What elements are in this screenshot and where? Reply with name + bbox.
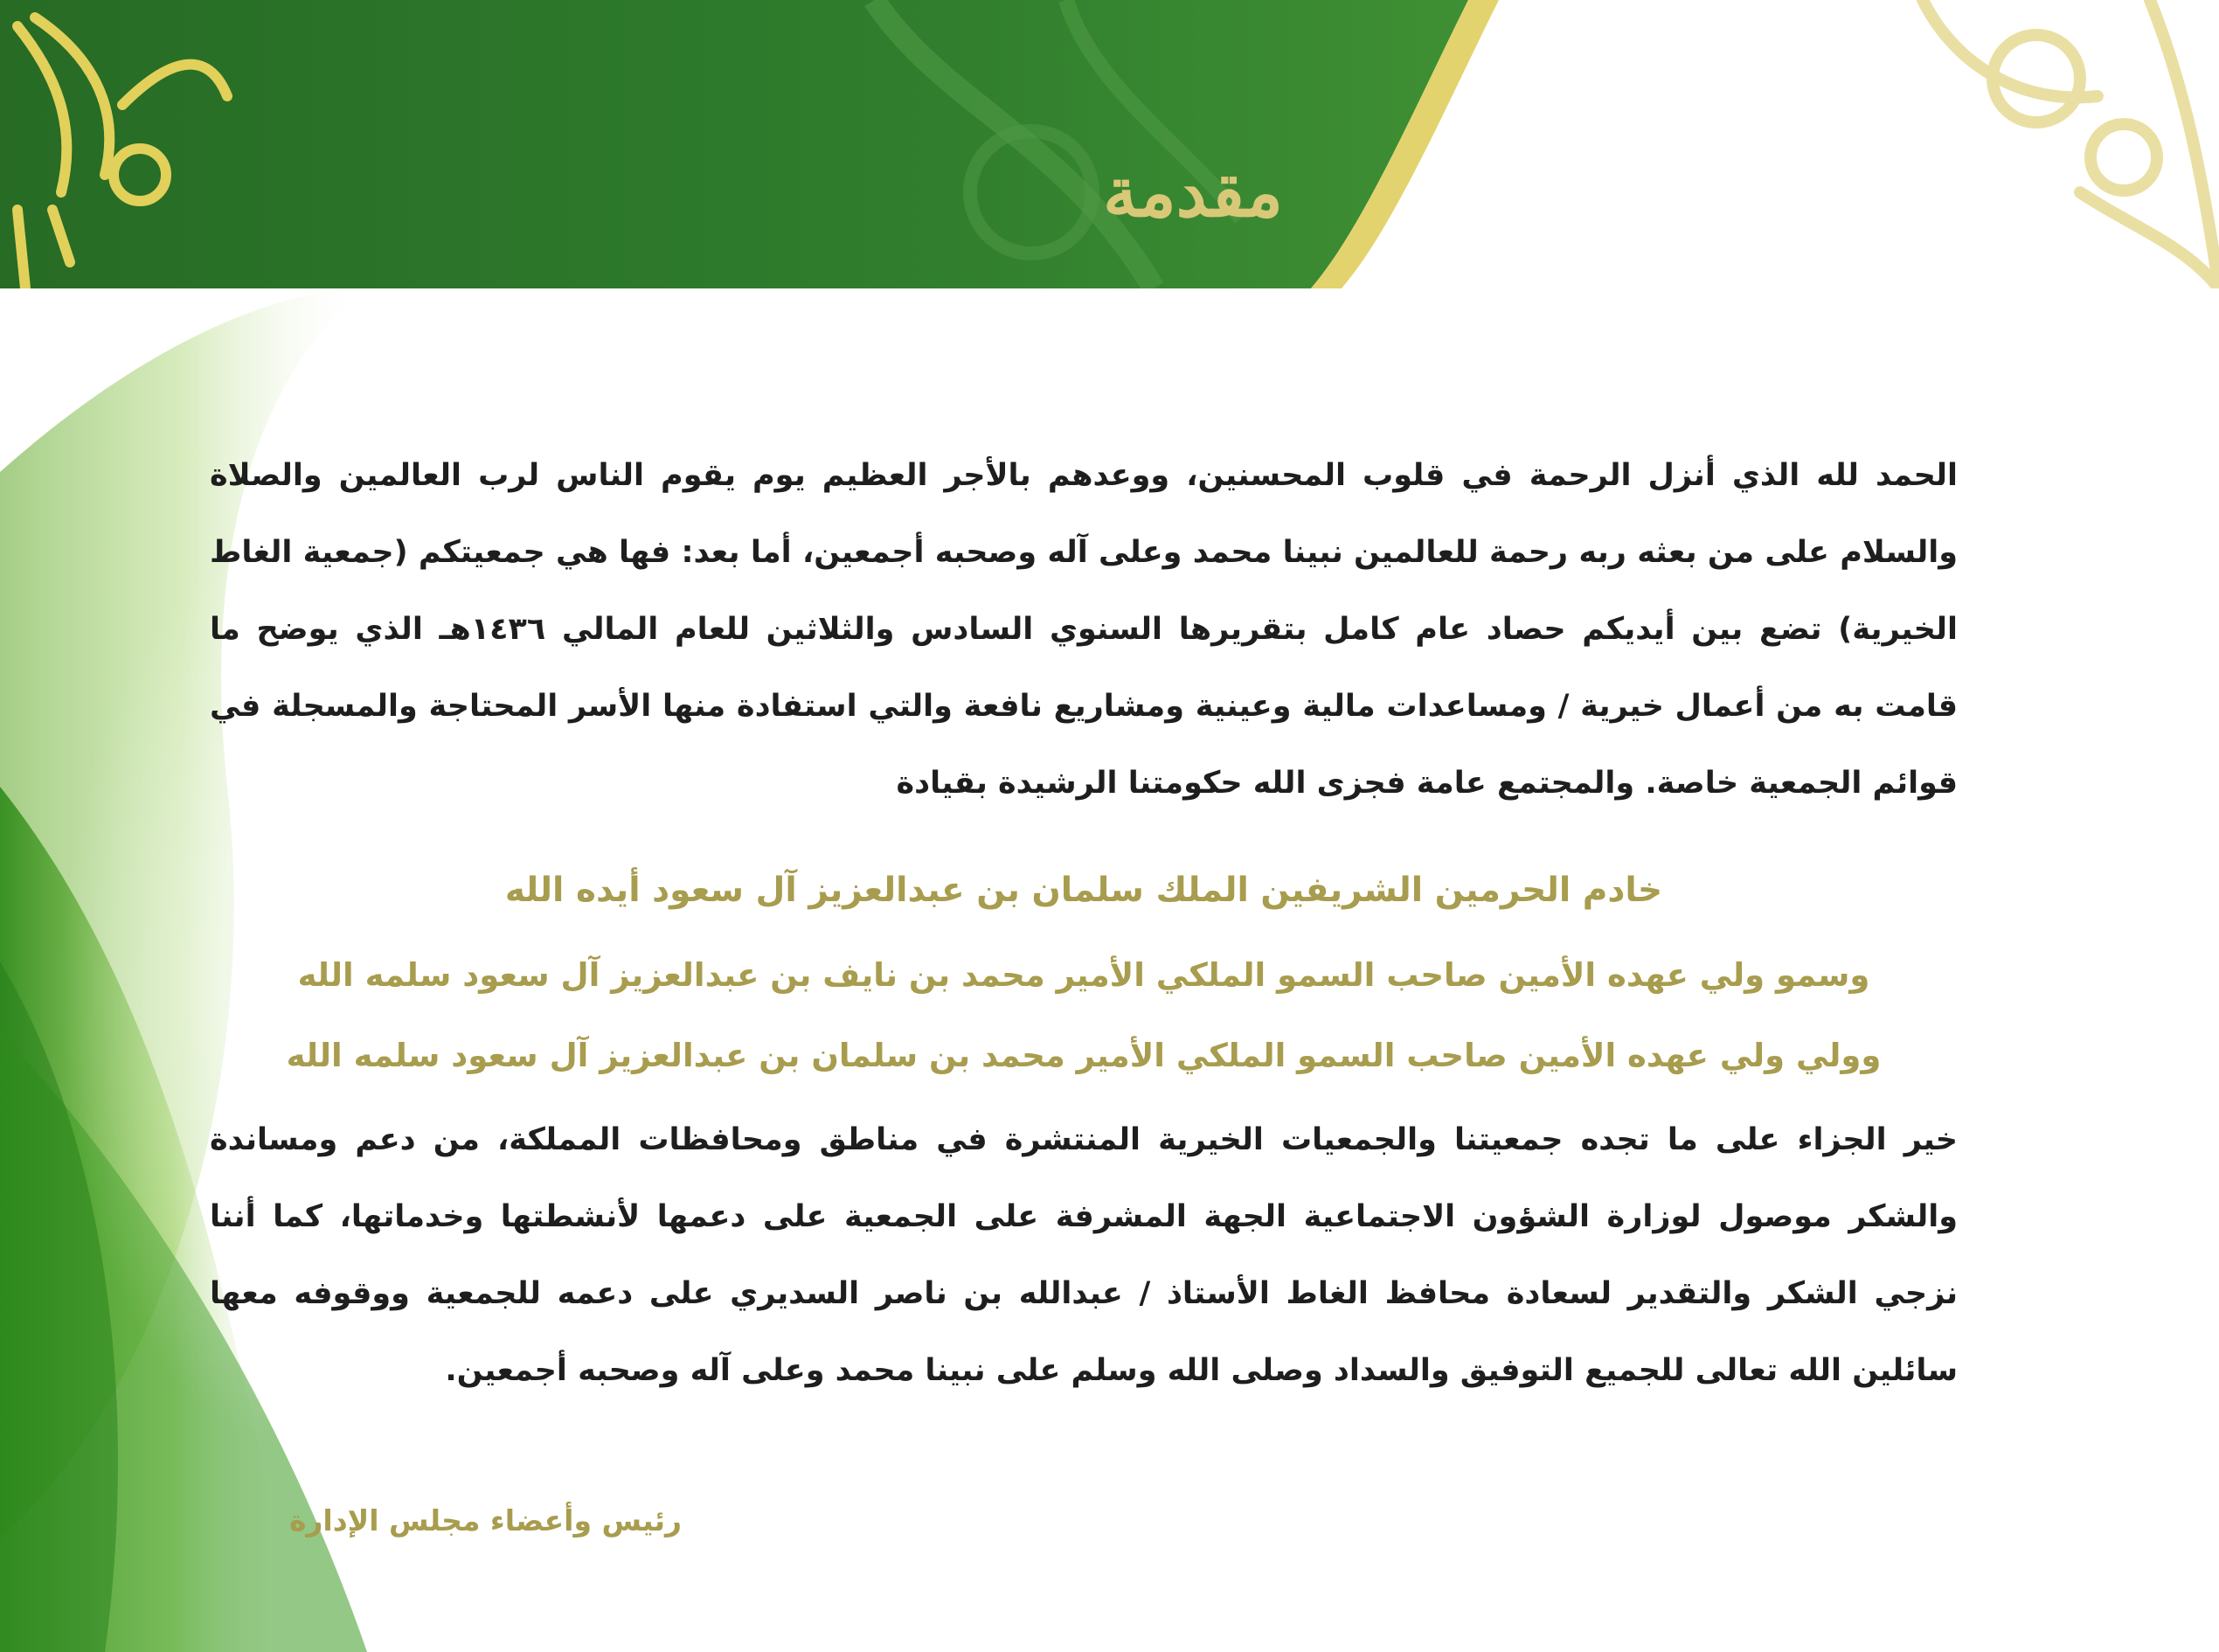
dedication-crown-prince: وسمو ولي عهده الأمين صاحب السمو الملكي الأمير محمد بن نايف بن عبدالعزيز آل سعود سلمه الله bbox=[297, 956, 1870, 994]
dedication-deputy-crown-prince: وولي ولي عهده الأمين صاحب السمو الملكي الأمير محمد بن سلمان بن عبدالعزيز آل سعود سلمه الله bbox=[286, 1037, 1882, 1074]
signature: رئيس وأعضاء مجلس الإدارة bbox=[288, 1503, 682, 1537]
intro-paragraph: الحمد لله الذي أنزل الرحمة في قلوب المحسنين، ووعدهم بالأجر العظيم يوم يقوم الناس لرب العالمين والصلاة والسلام على من بعثه ربه رحمة للعالمين نبينا محمد وعلى آله وصحبه أجمعين، أما بعد: فها هي جمعيتكم (جمعية الغاط الخيرية) تضع بين أيديكم حصاد عام كامل بتقريرها السنوي السادس والثلاثين للعام المالي ١٤٣٦هـ الذي يوضح ما قامت به من أعمال خيرية / ومساعدات مالية وعينية ومشاريع نافعة والتي استفادة منها الأسر المحتاجة والمسجلة في قوائم الجمعية خاصة. والمجتمع عامة فجزى الله حكومتنا الرشيدة بقيادة bbox=[210, 458, 1958, 801]
header-banner bbox=[0, 0, 2219, 288]
closing-paragraph: خير الجزاء على ما تجده جمعيتنا والجمعيات الخيرية المنتشرة في مناطق ومحافظات المملكة، من دعم ومساندة والشكر موصول لوزارة الشؤون الاجتماعية الجهة المشرفة على الجمعية على دعمها لأنشطتها وخدماتها، كما أننا نزجي الشكر والتقدير لسعادة محافظ الغاط الأستاذ / عبدالله بن ناصر السديري على دعمه للجمعية ووقوفه معها سائلين الله تعالى للجميع التوفيق والسداد وصلى الله وسلم على نبينا محمد وعلى آله وصحبه أجمعين. bbox=[210, 1122, 1958, 1388]
dedication-king: خادم الحرمين الشريفين الملك سلمان بن عبدالعزيز آل سعود أيده الله bbox=[504, 871, 1663, 910]
right-ornament-icon bbox=[1923, 0, 2219, 288]
page-title: مقدمة bbox=[1103, 153, 1283, 233]
